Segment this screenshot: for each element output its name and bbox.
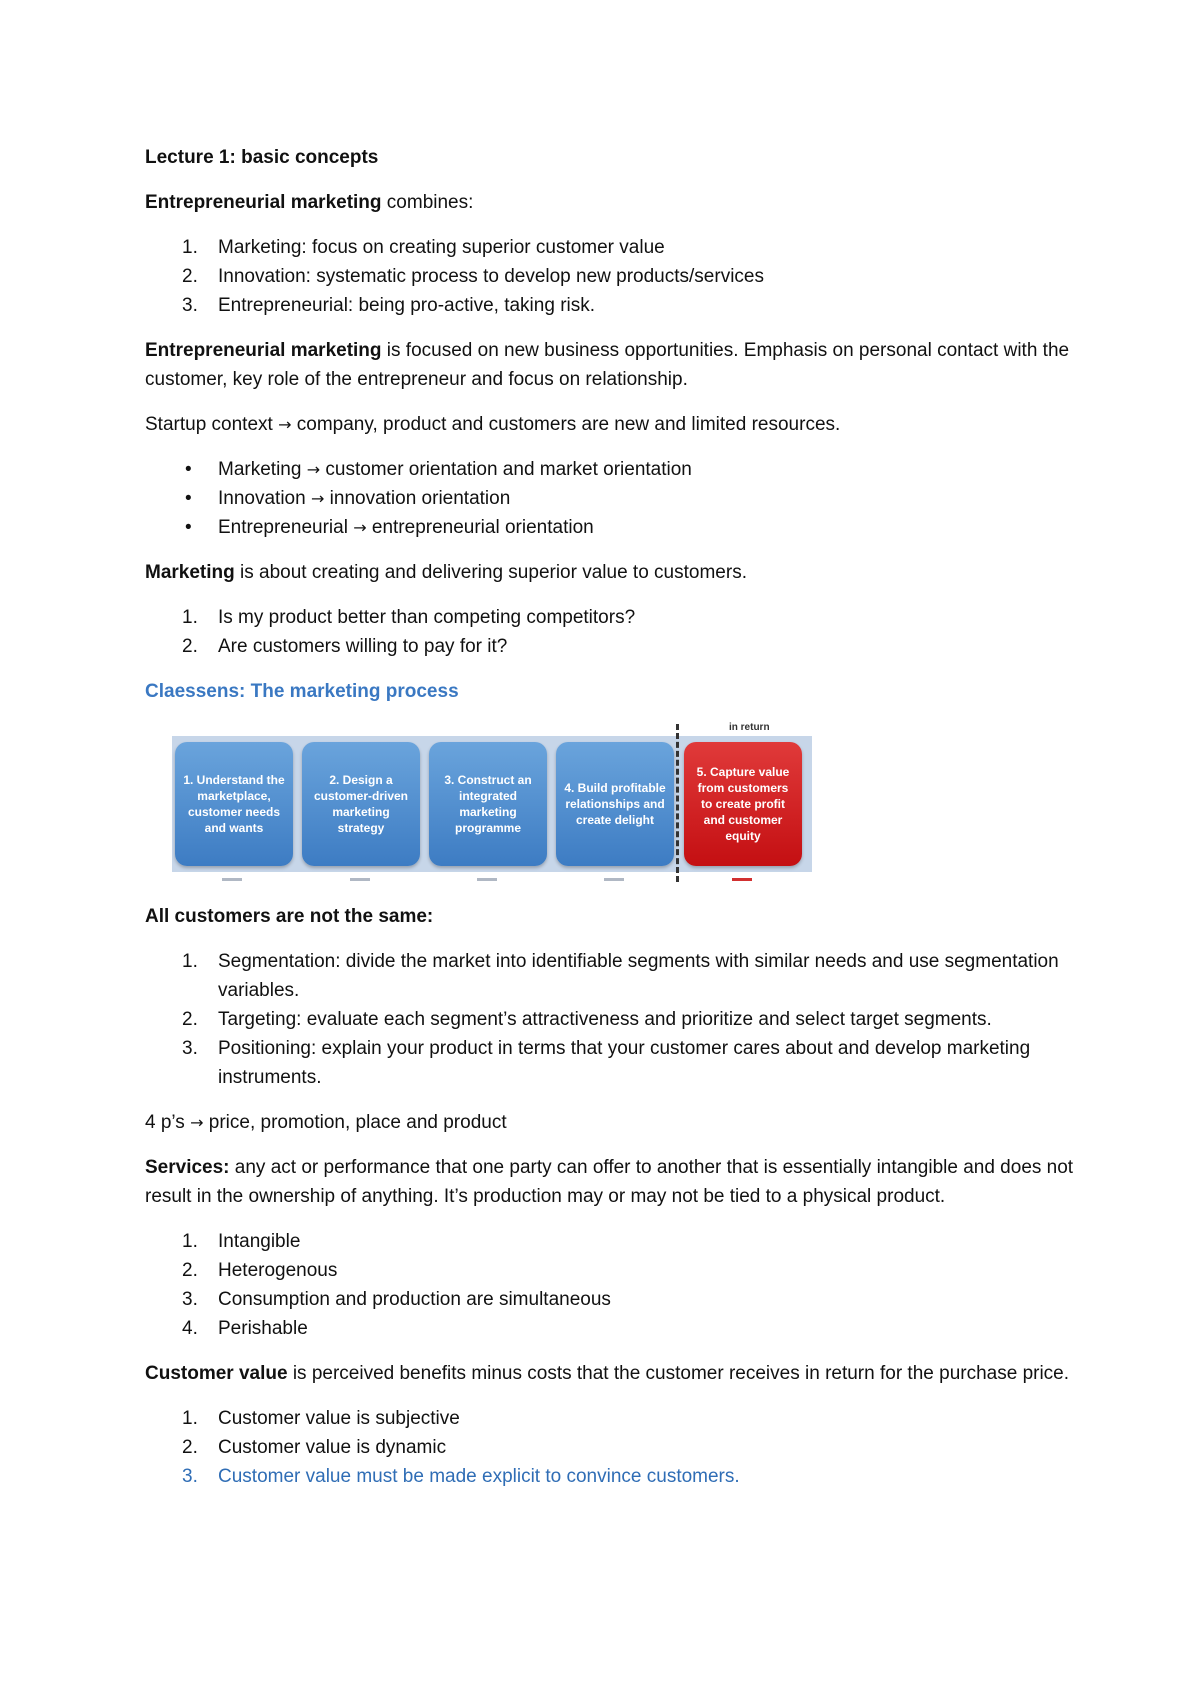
document-content <box>145 143 1075 1507</box>
orientation-list <box>145 455 1075 542</box>
arrow-icon: → <box>278 415 292 434</box>
list-item: • Marketing → customer orientation and market orientation <box>145 455 1075 484</box>
services-definition: Services: any act or performance that one party can offer to another that is essentially intangible and does not result in the ownership of anything. It’s production may or may not be tied to a physical product. <box>145 1157 1074 1207</box>
list-item: 1. Marketing: focus on creating superior customer value <box>182 237 665 258</box>
divider-line <box>676 724 679 882</box>
arrow-icon: → <box>306 460 321 479</box>
list-item: 3. Positioning: explain your product in terms that your customer cares about and develop marketing instruments. <box>182 1038 1031 1088</box>
list-item: 1. Segmentation: divide the market into identifiable segments with similar needs and use segmentation variables. <box>182 951 1059 1001</box>
list-item: 2. Heterogenous <box>182 1260 338 1281</box>
customer-value-definition: Customer value is perceived benefits minus costs that the customer receives in return for the purchase price. <box>145 1363 1070 1384</box>
list-item: 1. Is my product better than competing competitors? <box>182 607 636 628</box>
customer-value-list <box>145 1404 1075 1491</box>
arrow-icon: → <box>190 1113 204 1132</box>
bullet-icon: • <box>185 459 192 480</box>
tick-mark <box>732 878 752 881</box>
list-item: • Entrepreneurial → entrepreneurial orientation <box>145 513 1075 542</box>
marketing-definition: Marketing is about creating and delivering superior value to customers. <box>145 562 747 583</box>
list-item: 3. Consumption and production are simultaneous <box>182 1289 611 1310</box>
claessens-heading: Claessens: The marketing process <box>145 681 459 702</box>
list-item: 2. Customer value is dynamic <box>182 1437 447 1458</box>
services-list <box>145 1227 1075 1343</box>
four-ps-paragraph: 4 p’s → price, promotion, place and product <box>145 1112 507 1133</box>
process-step-4: 4. Build profitable relationships and create delight <box>556 742 674 866</box>
startup-context-paragraph: Startup context → company, product and customers are new and limited resources. <box>145 414 841 435</box>
segments-heading: All customers are not the same: <box>145 906 434 927</box>
page-title: Lecture 1: basic concepts <box>145 147 379 168</box>
marketing-questions-list <box>145 603 1075 661</box>
bullet-icon: • <box>185 488 192 509</box>
process-step-2: 2. Design a customer-driven marketing strategy <box>302 742 420 866</box>
arrow-icon: → <box>310 489 325 508</box>
list-item: 2. Targeting: evaluate each segment’s attractiveness and prioritize and select target segments. <box>182 1009 992 1030</box>
process-step-5: 5. Capture value from customers to create profit and customer equity <box>684 742 802 866</box>
marketing-process-diagram <box>172 722 812 884</box>
list-item: 1. Intangible <box>182 1231 301 1252</box>
process-step-1: 1. Understand the marketplace, customer needs and wants <box>175 742 293 866</box>
list-item: 2. Are customers willing to pay for it? <box>182 636 508 657</box>
tick-mark <box>604 878 624 881</box>
section-focus-paragraph: Entrepreneurial marketing is focused on new business opportunities. Emphasis on personal contact with the customer, key role of the entrepreneur and focus on relationship. <box>145 340 1070 390</box>
list-item: 1. Customer value is subjective <box>182 1408 460 1429</box>
tick-mark <box>222 878 242 881</box>
in-return-label: in return <box>729 722 770 733</box>
section-combines-intro: Entrepreneurial marketing combines: <box>145 192 474 213</box>
tick-mark <box>350 878 370 881</box>
list-item: 2. Innovation: systematic process to develop new products/services <box>182 266 764 287</box>
list-item: 3. Entrepreneurial: being pro-active, taking risk. <box>182 295 596 316</box>
stp-list <box>145 947 1075 1092</box>
tick-mark <box>477 878 497 881</box>
combines-list <box>145 233 1075 320</box>
list-item: 3. Customer value must be made explicit to convince customers. <box>182 1466 740 1487</box>
arrow-icon: → <box>353 518 367 537</box>
bullet-icon: • <box>185 517 192 538</box>
list-item: • Innovation → innovation orientation <box>145 484 1075 513</box>
list-item: 4. Perishable <box>182 1318 308 1339</box>
process-step-3: 3. Construct an integrated marketing programme <box>429 742 547 866</box>
